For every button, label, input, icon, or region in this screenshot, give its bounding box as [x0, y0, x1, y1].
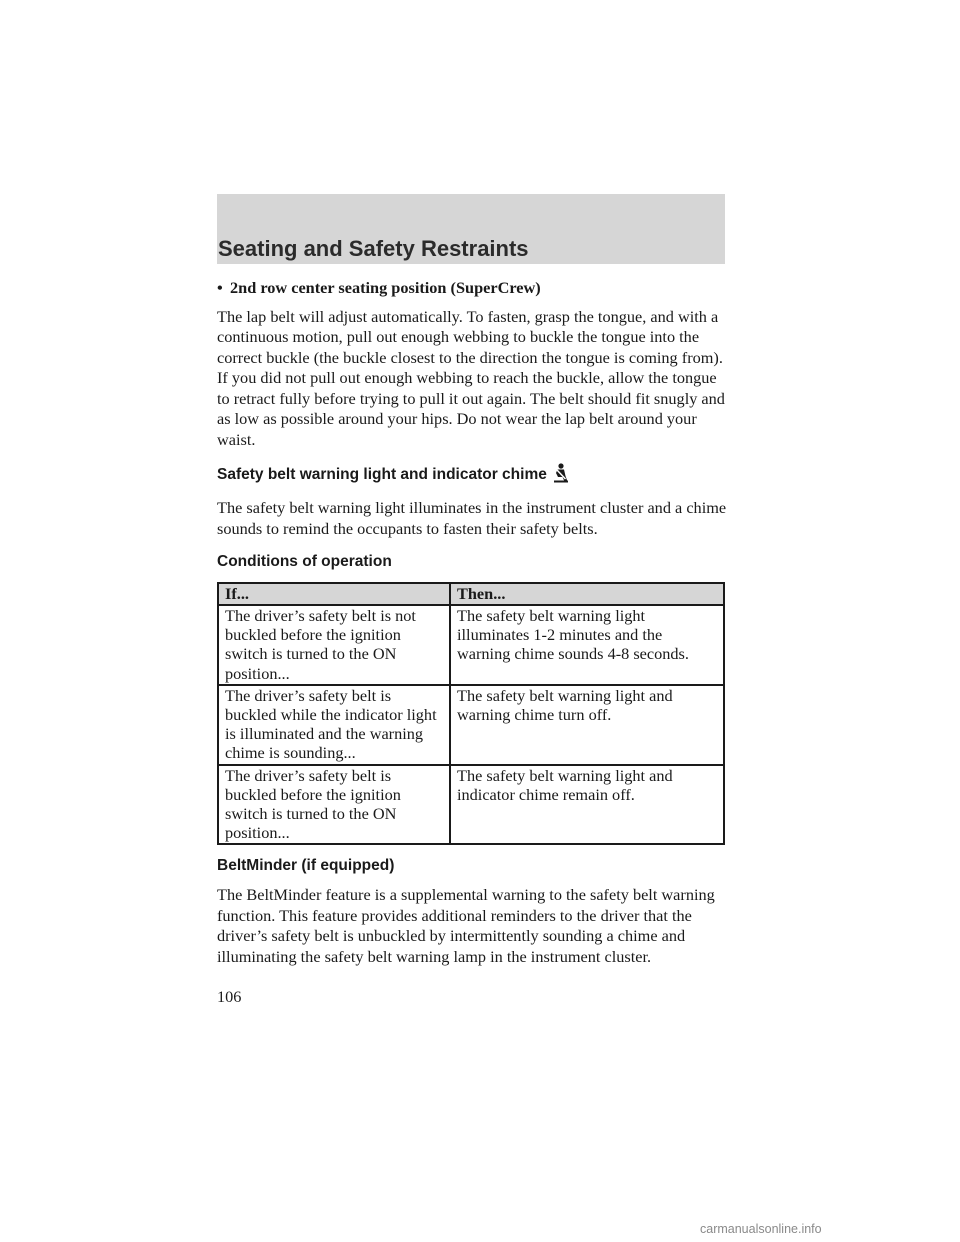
conditions-table [217, 582, 725, 845]
table-row [218, 685, 724, 765]
table-header-row [218, 583, 724, 605]
page-number: 106 [217, 987, 242, 1006]
watermark: carmanualsonline.info [700, 1222, 822, 1236]
page-content [217, 278, 727, 980]
lap-belt-paragraph: The lap belt will adjust automatically. To fasten, grasp the tongue, and with a continuous motion, pull out enough webbing to buckle the tongue into the correct buckle (the buckle closest to the direction the tongue is coming from). If you did not pull out enough webbing to reach the buckle, allow the tongue to retract fully before trying to pull it out again. The belt should fit snugly and as low as possible around your hips. Do not wear the lap belt around your waist. [217, 306, 725, 449]
table-cell-result: The safety belt warning light and warning chime turn off. [450, 685, 724, 765]
bullet-symbol: • [217, 278, 223, 297]
beltminder-heading: BeltMinder (if equipped) [217, 857, 395, 875]
seatbelt-warning-icon [553, 463, 569, 489]
table-cell-condition: The driver’s safety belt is not buckled before the ignition switch is turned to the ON position... [218, 605, 450, 685]
warning-light-paragraph: The safety belt warning light illuminates in the instrument cluster and a chime sounds to remind the occupants to fasten their safety belts. [217, 498, 727, 538]
table-cell-condition: The driver’s safety belt is buckled while the indicator light is illuminated and the warning chime is sounding... [218, 685, 450, 765]
table-cell-result: The safety belt warning light illuminates 1-2 minutes and the warning chime sounds 4-8 seconds. [450, 605, 724, 685]
beltminder-paragraph: The BeltMinder feature is a supplemental warning to the safety belt warning function. This feature provides additional reminders to the driver that the driver’s safety belt is unbuckled by intermittently sounding a chime and illuminating the safety belt warning lamp in the instrument cluster. [217, 885, 715, 966]
warning-light-heading [217, 463, 727, 489]
table-row [218, 605, 724, 685]
table-cell-condition: The driver’s safety belt is buckled before the ignition switch is turned to the ON position... [218, 765, 450, 845]
warning-light-heading-text: Safety belt warning light and indicator chime [217, 466, 547, 483]
conditions-heading: Conditions of operation [217, 553, 392, 570]
section-title: Seating and Safety Restraints [218, 236, 529, 261]
table-header-then: Then... [450, 583, 724, 605]
bullet-item [217, 278, 727, 299]
table-header-if: If... [218, 583, 450, 605]
table-cell-result: The safety belt warning light and indicator chime remain off. [450, 765, 724, 845]
bullet-text: 2nd row center seating position (SuperCrew) [230, 278, 541, 297]
table-row [218, 765, 724, 845]
